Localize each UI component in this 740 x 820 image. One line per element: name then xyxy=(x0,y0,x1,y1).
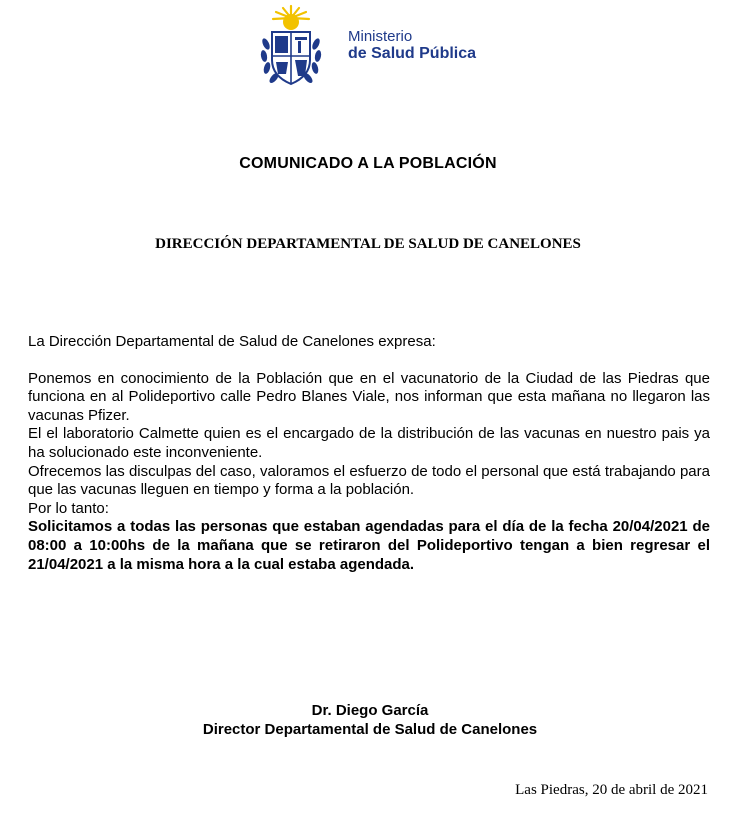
ministry-name-line1: Ministerio xyxy=(348,28,413,45)
body-paragraph: Ofrecemos las disculpas del caso, valoramos el esfuerzo de todo el personal que está trabajando para que las vacunas lleguen en tiempo y forma a la población. xyxy=(28,462,710,499)
document-title: COMUNICADO A LA POBLACIÓN xyxy=(239,155,497,172)
document-body xyxy=(28,333,710,574)
body-paragraph: La Dirección Departamental de Salud de Canelones expresa: xyxy=(28,333,436,350)
document-subtitle: DIRECCIÓN DEPARTAMENTAL DE SALUD DE CANELONES xyxy=(155,236,581,252)
body-paragraph-bold: Solicitamos a todas las personas que estaban agendadas para el día de la fecha 20/04/2021 de 08:00 a 10:00hs de la mañana que se retiraron del Polideportivo tengan a bien regresar el 21/04/2021 a la misma hora a la cual estaba agendada. xyxy=(28,518,710,573)
signature-title: Director Departamental de Salud de Canelones xyxy=(202,721,538,738)
ministry-name xyxy=(348,28,476,62)
body-paragraph: Por lo tanto: xyxy=(28,499,109,517)
ministry-logo xyxy=(258,4,488,88)
place-date: Las Piedras, 20 de abril de 2021 xyxy=(515,782,708,798)
ministry-name-line2: de Salud Pública xyxy=(348,45,477,62)
body-paragraph: El el laboratorio Calmette quien es el encargado de la distribución de las vacunas en nuestro pais ya ha solucionado este inconveniente. xyxy=(28,425,710,461)
signature-name: Dr. Diego García xyxy=(311,702,429,719)
body-paragraph: Ponemos en conocimiento de la Población que en el vacunatorio de la Ciudad de las Piedras que funciona en al Polideportivo calle Pedro Blanes Viale, nos informan que esta mañana no llegaron las vacunas Pfizer. xyxy=(28,369,710,424)
uruguay-coat-of-arms-icon xyxy=(258,4,324,88)
